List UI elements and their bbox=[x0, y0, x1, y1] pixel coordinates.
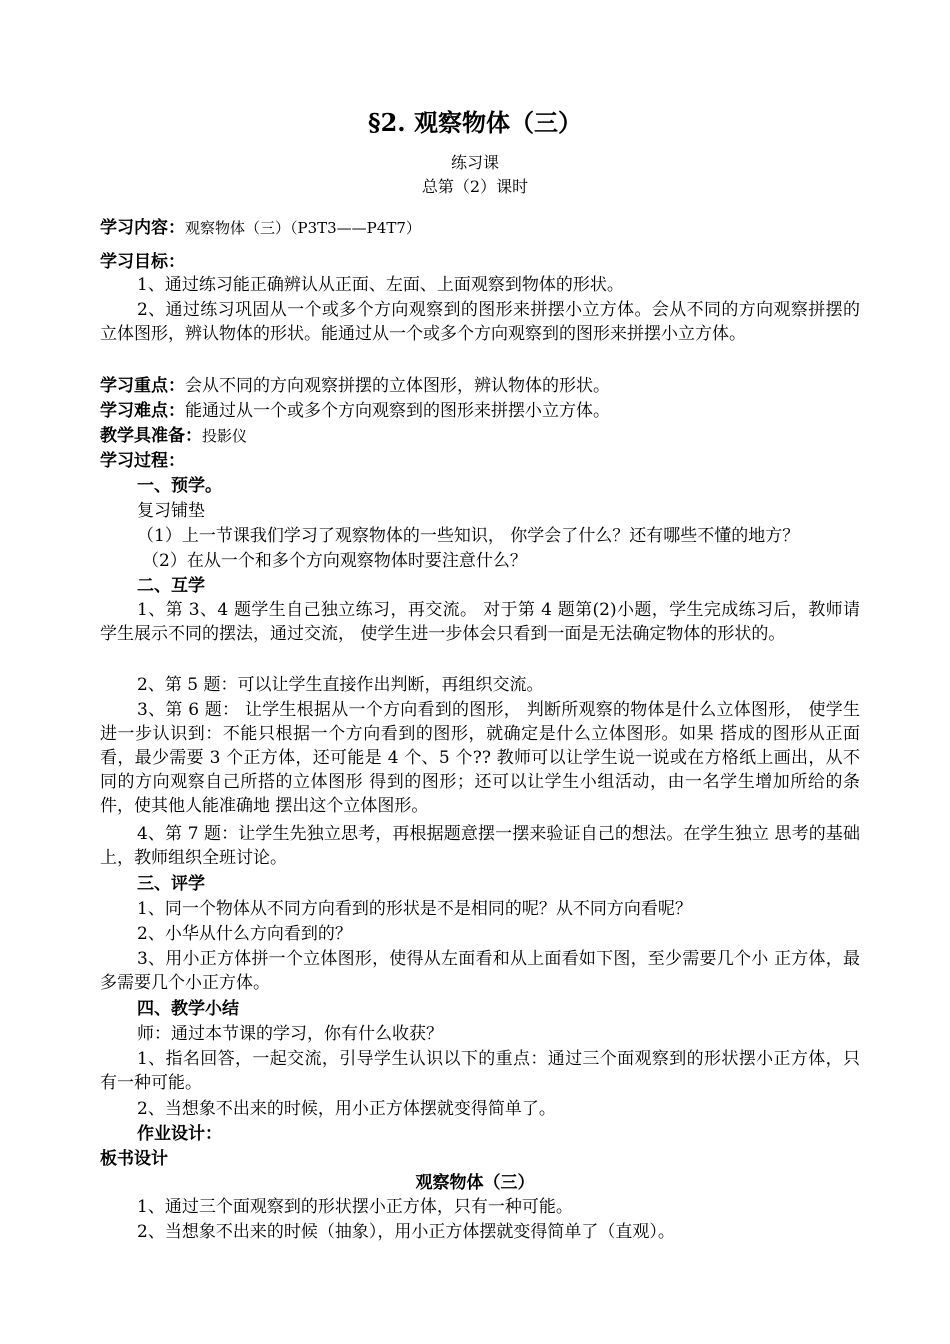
section-3-paragraph-3: 3、用小正方体拼一个立体图形，使得从左面看和从上面看如下图，至少需要几个小 正方体，最多需要几个小正方体。 bbox=[100, 949, 860, 993]
key-point-value: 会从不同的方向观察拼摆的立体图形，辨认物体的形状。 bbox=[185, 376, 610, 396]
section-2-paragraph-3: 3、第 6 题： 让学生根据从一个方向看到的图形， 判断所观察的物体是什么立体图形， 使学生进一步认识到：不能只根据一个方向看到的图形，就确定是什么立体图形。如果 搭成的图形从正面看，最少需要 3 个正方体，还可能是 4 个、5 个?? 教师可以让学生说一说或在方格纸上画出，从不同的方向观察自己所搭的立体图形 得到的图形；还可以让学生小组活动，由一名学生增加所给的条件，使其他人能准确地 摆出这个立体图形。 bbox=[100, 700, 860, 816]
learning-content-value: 观察物体（三）（P3T3——P4T7） bbox=[185, 219, 421, 237]
learning-content bbox=[100, 216, 860, 240]
goal-item-2: 2、通过练习巩固从一个或多个方向观察到的图形来拼摆小立方体。会从不同的方向观察拼摆的立体图形，辨认物体的形状。能通过从一个或多个方向观察到的图形来拼摆小立方体。 bbox=[100, 300, 860, 344]
goal-item-1: 1、通过练习能正确辨认从正面、左面、上面观察到物体的形状。 bbox=[137, 275, 624, 295]
learning-goals-label: 学习目标： bbox=[100, 252, 185, 272]
section-3-heading: 三、评学 bbox=[137, 874, 205, 894]
section-4-paragraph-0: 师：通过本节课的学习，你有什么收获？ bbox=[137, 1024, 443, 1044]
page-title: §2. 观察物体（三） bbox=[368, 108, 582, 137]
board-design-label: 板书设计 bbox=[100, 1149, 168, 1169]
board-line-1: 1、通过三个面观察到的形状摆小正方体，只有一种可能。 bbox=[137, 1197, 573, 1217]
section-4-paragraph-2: 2、当想象不出来的时候，用小正方体摆就变得简单了。 bbox=[137, 1099, 556, 1119]
section-3-paragraph-2: 2、小华从什么方向看到的？ bbox=[137, 924, 352, 944]
learning-process-label: 学习过程： bbox=[100, 451, 185, 471]
section-1-question-2: （2）在从一个和多个方向观察物体时要注意什么？ bbox=[142, 551, 527, 571]
difficulty-value: 能通过从一个或多个方向观察到的图形来拼摆小立方体。 bbox=[185, 401, 610, 421]
teaching-tools-value: 投影仪 bbox=[202, 427, 248, 445]
section-2-paragraph-1: 1、第 3、4 题学生自己独立练习，再交流。 对于第 4 题第(2)小题，学生完成练习后，教师请学生展示不同的摆法，通过交流， 使学生进一步体会只看到一面是无法确定物体的形状的。 bbox=[100, 600, 860, 644]
section-3-paragraph-1: 1、同一个物体从不同方向看到的形状是不是相同的呢？从不同方向看呢？ bbox=[137, 899, 692, 919]
subtitle-lesson-type: 练习课 bbox=[450, 153, 499, 172]
key-point bbox=[100, 374, 860, 398]
difficulty-label: 学习难点： bbox=[100, 401, 185, 421]
section-2-paragraph-2: 2、第 5 题：可以让学生直接作出判断，再组织交流。 bbox=[137, 675, 544, 695]
homework-label: 作业设计： bbox=[137, 1124, 222, 1144]
teaching-tools-label: 教学具准备： bbox=[100, 426, 202, 446]
difficulty bbox=[100, 399, 860, 423]
section-4-heading: 四、教学小结 bbox=[137, 999, 239, 1019]
teaching-tools bbox=[100, 424, 860, 448]
key-point-label: 学习重点： bbox=[100, 376, 185, 396]
board-line-2: 2、当想象不出来的时候（抽象），用小正方体摆就变得简单了（直观）。 bbox=[137, 1222, 675, 1242]
board-title: 观察物体（三） bbox=[415, 1173, 535, 1193]
learning-content-label: 学习内容： bbox=[100, 218, 185, 238]
section-1-question-1: （1）上一节课我们学习了观察物体的一些知识， 你学会了什么？还有哪些不懂的地方？ bbox=[137, 526, 800, 546]
section-2-paragraph-4: 4、第 7 题：让学生先独立思考，再根据题意摆一摆来验证自己的想法。在学生独立 思考的基础上，教师组织全班讨论。 bbox=[100, 824, 860, 868]
section-4-paragraph-1: 1、指名回答，一起交流，引导学生认识以下的重点：通过三个面观察到的形状摆小正方体，只有一种可能。 bbox=[100, 1049, 860, 1093]
subtitle-lesson-number: 总第（2）课时 bbox=[421, 177, 529, 196]
section-1-sub: 复习铺垫 bbox=[137, 501, 205, 521]
section-1-heading: 一、预学。 bbox=[137, 476, 222, 496]
section-2-heading: 二、互学 bbox=[137, 576, 205, 596]
